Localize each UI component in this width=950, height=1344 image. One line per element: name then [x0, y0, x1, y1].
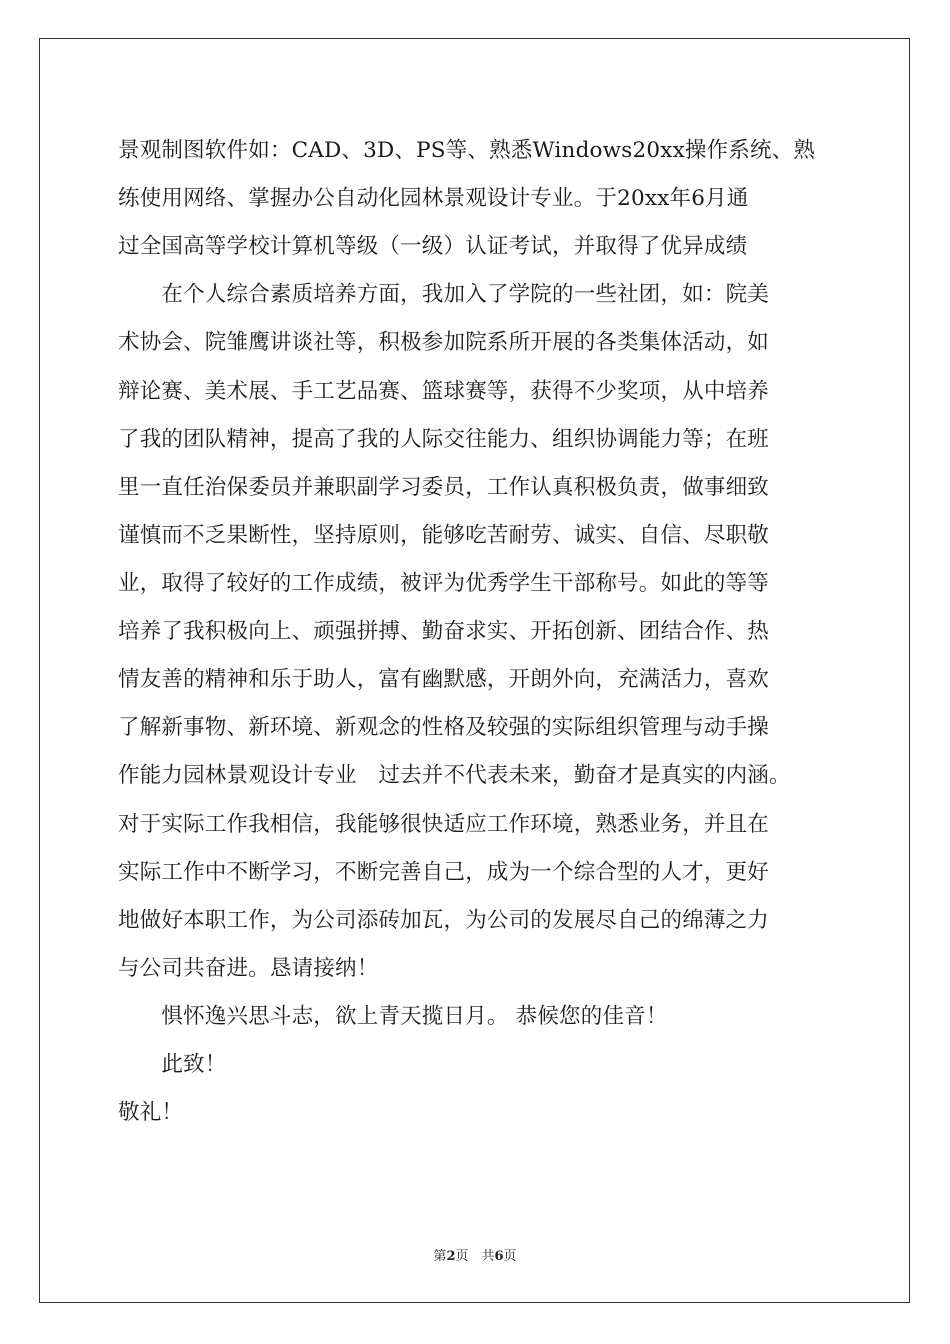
footer-middle: 页 共 [455, 1249, 495, 1264]
text-line: 在个人综合素质培养方面，我加入了学院的一些社团，如：院美 [118, 282, 770, 307]
text-line: 作能力园林景观设计专业 过去并不代表未来，勤奋才是真实的内涵。 [118, 763, 791, 788]
text-line: 地做好本职工作，为公司添砖加瓦，为公司的发展尽自己的绵薄之力 [118, 908, 770, 933]
text-line: 景观制图软件如：CAD、3D、PS等、熟悉Windows20xx操作系统、熟 [118, 138, 816, 163]
text-line: 了解新事物、新环境、新观念的性格及较强的实际组织管理与动手操 [118, 715, 770, 740]
footer-total-pages: 6 [494, 1249, 504, 1264]
text-line: 对于实际工作我相信，我能够很快适应工作环境，熟悉业务，并且在 [118, 812, 770, 837]
text-line: 谨慎而不乏果断性，坚持原则，能够吃苦耐劳、诚实、自信、尽职敬 [118, 523, 770, 548]
text-line: 此致！ [118, 1052, 227, 1077]
text-line: 实际工作中不断学习，不断完善自己，成为一个综合型的人才，更好 [118, 860, 770, 885]
page-footer [0, 1248, 950, 1266]
footer-page-number: 2 [446, 1249, 456, 1264]
text-line: 辩论赛、美术展、手工艺品赛、篮球赛等，获得不少奖项，从中培养 [118, 379, 770, 404]
text-line: 业，取得了较好的工作成绩，被评为优秀学生干部称号。如此的等等 [118, 571, 770, 596]
text-line: 与公司共奋进。恳请接纳！ [118, 956, 379, 981]
footer-suffix: 页 [503, 1249, 517, 1264]
text-line: 里一直任治保委员并兼职副学习委员，工作认真积极负责，做事细致 [118, 475, 770, 500]
text-line: 培养了我积极向上、顽强拼搏、勤奋求实、开拓创新、团结合作、热 [118, 619, 770, 644]
text-line: 了我的团队精神，提高了我的人际交往能力、组织协调能力等；在班 [118, 427, 770, 452]
text-line: 过全国高等学校计算机等级（一级）认证考试，并取得了优异成绩 [118, 234, 748, 259]
text-line: 敬礼！ [118, 1100, 184, 1125]
text-line: 惧怀逸兴思斗志，欲上青天揽日月。 恭候您的佳音！ [118, 1004, 668, 1029]
text-line: 情友善的精神和乐于助人，富有幽默感，开朗外向，充满活力，喜欢 [118, 667, 770, 692]
text-line: 术协会、院雏鹰讲谈社等，积极参加院系所开展的各类集体活动，如 [118, 330, 770, 355]
footer-prefix: 第 [433, 1249, 447, 1264]
text-line: 练使用网络、掌握办公自动化园林景观设计专业。于20xx年6月通 [118, 186, 749, 211]
